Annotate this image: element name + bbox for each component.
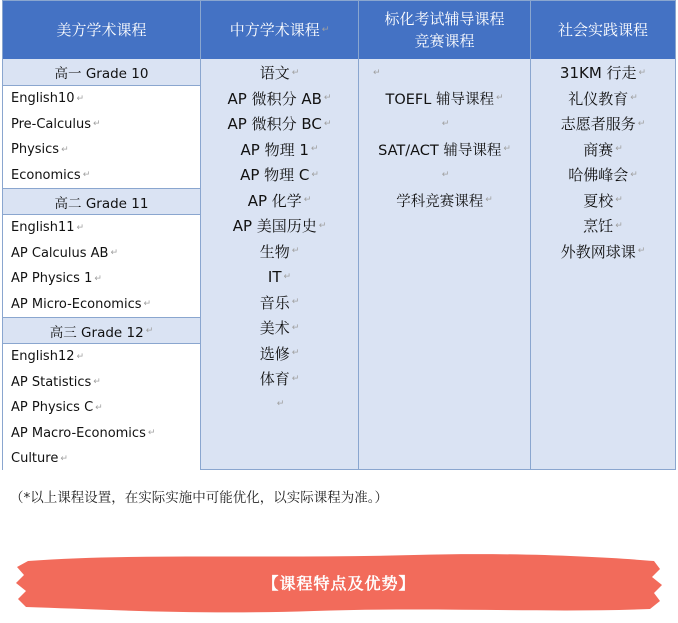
list-item: ↵ xyxy=(373,67,381,78)
banner-title: 【课程特点及优势】 xyxy=(262,573,416,593)
list-item: ↵ xyxy=(441,169,450,180)
list-item: English11 ↵ xyxy=(3,215,200,241)
list-item: Culture ↵ xyxy=(3,446,200,472)
list-item: 体育 ↵ xyxy=(259,370,300,389)
list-item: AP Physics C ↵ xyxy=(3,395,200,421)
chinese-column xyxy=(201,59,359,469)
american-column xyxy=(3,59,201,469)
list-item: AP 化学 ↵ xyxy=(247,191,312,210)
list-item: Physics ↵ xyxy=(3,137,200,163)
list-item: 生物 ↵ xyxy=(259,242,300,261)
grade-row: 高一 Grade 10 xyxy=(3,59,200,86)
list-item: 外教网球课 ↵ xyxy=(560,242,646,261)
header-social xyxy=(531,1,675,59)
list-item: AP 微积分 BC ↵ xyxy=(227,115,332,134)
list-item: English10 ↵ xyxy=(3,86,200,112)
list-item: 志愿者服务 ↵ xyxy=(560,115,646,134)
header-american xyxy=(3,1,201,59)
header-chinese-label: 中方学术课程 xyxy=(229,21,320,39)
list-item: AP 物理 1 ↵ xyxy=(240,140,319,159)
list-item: AP Micro-Economics ↵ xyxy=(3,292,200,318)
list-item: Pre-Calculus ↵ xyxy=(3,112,200,138)
list-item: 烹饪 ↵ xyxy=(583,217,623,236)
grade-row: 高三 Grade 12 ↵ xyxy=(3,317,200,344)
header-test-prep xyxy=(359,1,531,59)
header-chinese xyxy=(201,1,359,59)
paragraph-mark: ↵ xyxy=(321,25,330,35)
list-item: AP Macro-Economics ↵ xyxy=(3,421,200,447)
list-item: TOEFL 辅导课程 ↵ xyxy=(385,91,504,108)
course-table xyxy=(2,0,676,470)
header-american-label: 美方学术课程 xyxy=(56,21,147,39)
header-test-prep-line1: 标化考试辅导课程 xyxy=(384,10,505,28)
list-item: AP Statistics ↵ xyxy=(3,370,200,396)
test-prep-column xyxy=(359,59,531,469)
list-item: 语文 ↵ xyxy=(259,64,300,83)
header-social-label: 社会实践课程 xyxy=(557,21,648,39)
list-item: Economics ↵ xyxy=(3,163,200,189)
list-item: 学科竞赛课程 ↵ xyxy=(396,193,493,210)
list-item: ↵ xyxy=(276,399,285,410)
list-item: IT ↵ xyxy=(267,267,292,286)
list-item: SAT/ACT 辅导课程 ↵ xyxy=(378,142,511,159)
section-banner xyxy=(14,547,664,617)
header-test-prep-line2: 竞赛课程 xyxy=(414,32,475,50)
list-item: AP 物理 C ↵ xyxy=(240,166,319,185)
list-item: AP 美国历史 ↵ xyxy=(232,217,327,236)
list-item: 哈佛峰会 ↵ xyxy=(568,166,638,185)
list-item: English12 ↵ xyxy=(3,344,200,370)
social-column xyxy=(531,59,675,469)
footnote: （*以上课程设置，在实际实施中可能优化，以实际课程为准。） xyxy=(10,490,388,506)
list-item: 音乐 ↵ xyxy=(259,293,300,312)
list-item: AP Calculus AB ↵ xyxy=(3,241,200,267)
list-item: ↵ xyxy=(441,118,450,129)
grade-row: 高二 Grade 11 xyxy=(3,188,200,215)
list-item: 选修 ↵ xyxy=(259,344,300,363)
list-item: AP Physics 1 ↵ xyxy=(3,266,200,292)
list-item: 夏校 ↵ xyxy=(583,191,623,210)
list-item: 美术 ↵ xyxy=(259,319,300,338)
list-item: 礼仪教育 ↵ xyxy=(568,89,638,108)
list-item: 31KM 行走 ↵ xyxy=(559,64,647,83)
list-item: 商赛 ↵ xyxy=(583,140,623,159)
list-item: AP 微积分 AB ↵ xyxy=(227,89,332,108)
